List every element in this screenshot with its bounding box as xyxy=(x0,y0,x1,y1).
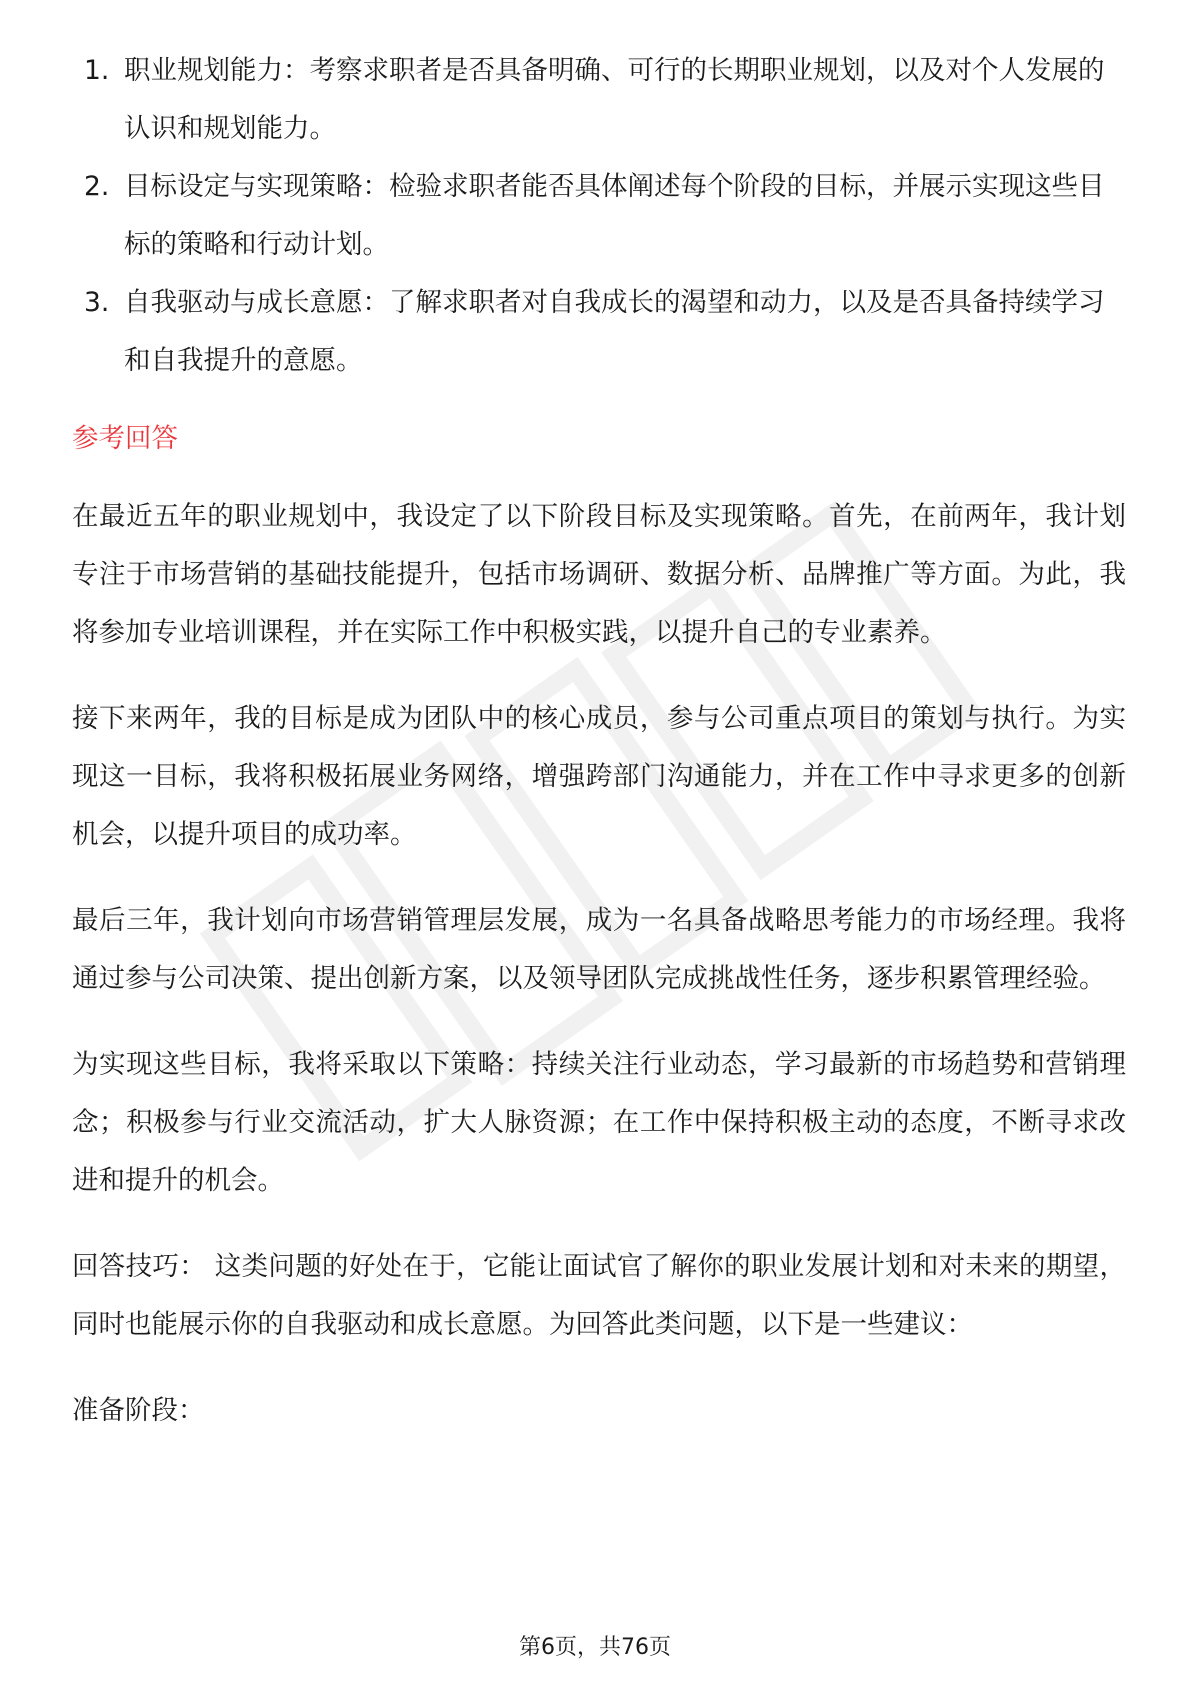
criteria-item xyxy=(72,158,1126,274)
answer-paragraph: 接下来两年，我的目标是成为团队中的核心成员，参与公司重点项目的策划与执行。为实现这一目标，我将积极拓展业务网络，增强跨部门沟通能力，并在工作中寻求更多的创新机会，以提升项目的成功率。 xyxy=(72,703,1126,850)
criteria-number: 3. xyxy=(84,287,110,318)
section-title: 参考回答 xyxy=(72,423,178,454)
criteria-text: 职业规划能力：考察求职者是否具备明确、可行的长期职业规划，以及对个人发展的认识和规划能力。 xyxy=(124,55,1105,144)
page-footer: 第6页，共76页 xyxy=(519,1635,671,1660)
answer-paragraph: 在最近五年的职业规划中，我设定了以下阶段目标及实现策略。首先，在前两年，我计划专注于市场营销的基础技能提升，包括市场调研、数据分析、品牌推广等方面。为此，我将参加专业培训课程，并在实际工作中积极实践，以提升自己的专业素养。 xyxy=(72,501,1126,648)
tips-paragraph: 回答技巧： 这类问题的好处在于，它能让面试官了解你的职业发展计划和对未来的期望，同时也能展示你的自我驱动和成长意愿。为回答此类问题，以下是一些建议： xyxy=(72,1251,1126,1340)
criteria-list xyxy=(72,42,1126,390)
criteria-number: 1. xyxy=(84,55,110,86)
criteria-text: 自我驱动与成长意愿：了解求职者对自我成长的渴望和动力，以及是否具备持续学习和自我提升的意愿。 xyxy=(124,287,1105,376)
criteria-text: 目标设定与实现策略：检验求职者能否具体阐述每个阶段的目标，并展示实现这些目标的策略和行动计划。 xyxy=(124,171,1105,260)
answer-paragraph: 最后三年，我计划向市场营销管理层发展，成为一名具备战略思考能力的市场经理。我将通过参与公司决策、提出创新方案，以及领导团队完成挑战性任务，逐步积累管理经验。 xyxy=(72,905,1126,994)
preparation-heading: 准备阶段： xyxy=(72,1395,205,1426)
criteria-number: 2. xyxy=(84,171,110,202)
answer-paragraph: 为实现这些目标，我将采取以下策略：持续关注行业动态，学习最新的市场趋势和营销理念；积极参与行业交流活动，扩大人脉资源；在工作中保持积极主动的态度，不断寻求改进和提升的机会。 xyxy=(72,1049,1126,1196)
criteria-item xyxy=(72,42,1126,158)
criteria-item xyxy=(72,274,1126,390)
document-content xyxy=(72,42,1126,1468)
